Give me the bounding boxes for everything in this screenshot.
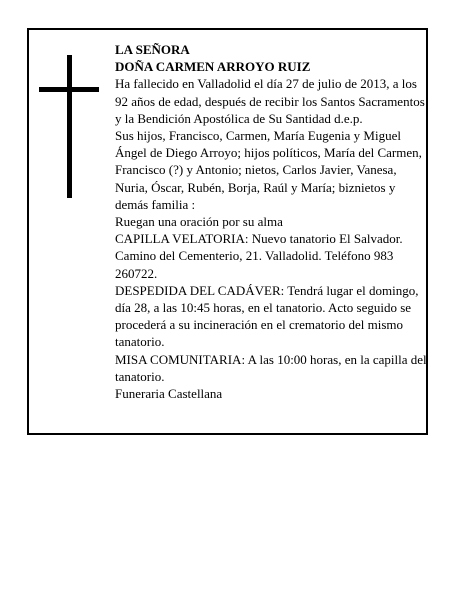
funeral-home: Funeraria Castellana	[115, 386, 223, 402]
death-announcement: Ha fallecido en Valladolid el día 27 de julio de 2013, a los 92 años de edad, después de recibir los Santos Sacramentos y la Bendición Apostólica de Su Santidad d.e.p.	[115, 76, 425, 126]
heading-line-1: LA SEÑORA	[115, 42, 190, 57]
obituary-text	[115, 41, 427, 402]
cross-vertical-bar	[67, 55, 72, 198]
farewell-info: DESPEDIDA DEL CADÁVER: Tendrá lugar el domingo, día 28, a las 10:45 horas, en el tanatorio. Acto seguido se procederá a su incineración en el crematorio del mismo tanatorio.	[115, 282, 419, 350]
deceased-name: DOÑA CARMEN ARROYO RUIZ	[115, 59, 311, 75]
cross-horizontal-bar	[39, 87, 99, 92]
mass-info: MISA COMUNITARIA: A las 10:00 horas, en la capilla del tanatorio.	[115, 351, 427, 384]
obituary-notice	[27, 28, 428, 435]
prayer-request: Ruegan una oración por su alma	[115, 214, 283, 230]
cross-icon	[39, 55, 99, 200]
chapel-info: CAPILLA VELATORIA: Nuevo tanatorio El Salvador. Camino del Cementerio, 21. Valladolid. Teléfono 983 260722.	[115, 231, 403, 281]
family-list: Sus hijos, Francisco, Carmen, María Eugenia y Miguel Ángel de Diego Arroyo; hijos políticos, María del Carmen, Francisco (?) y Antonio; nietos, Carlos Javier, Vanesa, Nuria, Óscar, Rubén, Borja, Raúl y María; biznietos y demás familia :	[115, 128, 422, 212]
